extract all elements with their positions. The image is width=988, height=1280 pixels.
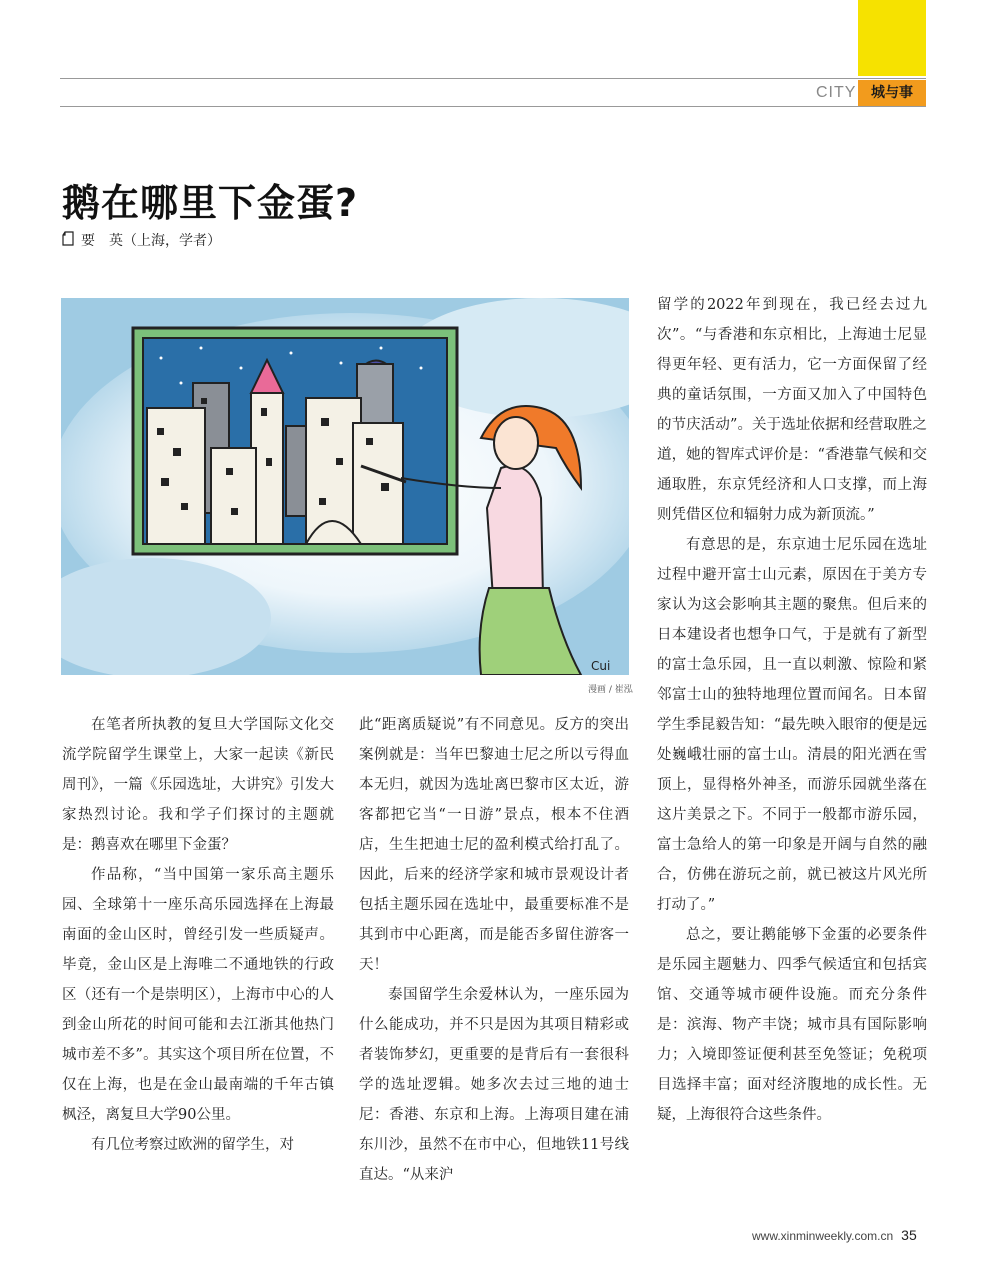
section-label-en: CITY <box>816 84 857 101</box>
header-rule-bottom <box>60 106 926 107</box>
site-url: www.xinminweekly.com.cn <box>752 1229 894 1243</box>
byline <box>62 230 221 250</box>
section-label-cn: 城与事 <box>858 80 926 106</box>
paragraph: 作品称，“当中国第一家乐高主题乐园、全球第十一座乐高乐园选择在上海最南面的金山区时，曾经引发一些质疑声。毕竟，金山区是上海唯二不通地铁的行政区（还有一个是崇明区），上海市中心的人到金山所花的时间可能和去江浙其他热门城市差不多”。其实这个项目所在位置，不仅在上海，也是在金山最南端的千年古镇枫泾，离复旦大学90公里。 <box>62 867 334 1123</box>
page-number: 35 <box>901 1227 917 1243</box>
paragraph: 总之，要让鹅能够下金蛋的必要条件是乐园主题魅力、四季气候适宜和包括宾馆、交通等城市硬件设施。而充分条件是：滨海、物产丰饶；城市具有国际影响力；入境即签证便利甚至免签证；免税项目选择丰富；面对经济腹地的成长性。无疑，上海很符合这些条件。 <box>657 927 927 1123</box>
pen-icon <box>62 231 75 250</box>
paragraph: 在笔者所执教的复旦大学国际文化交流学院留学生课堂上，大家一起读《新民周刊》，一篇《乐园选址，大讲究》引发大家热烈讨论。我和学子们探讨的主题就是：鹅喜欢在哪里下金蛋？ <box>62 717 334 853</box>
article-column-3 <box>657 290 927 1130</box>
article-column-2 <box>359 710 629 1190</box>
illustration-signature: Cui <box>591 659 611 673</box>
author-name: 要 英（上海，学者） <box>81 233 221 249</box>
page-footer <box>752 1227 917 1243</box>
illustration <box>61 298 629 675</box>
paragraph: 此“距离质疑说”有不同意见。反方的突出案例就是：当年巴黎迪士尼之所以亏得血本无归，就因为选址离巴黎市区太近，游客都把它当“一日游”景点，根本不住酒店，生生把迪士尼的盈利模式给打乱了。因此，后来的经济学家和城市景观设计者包括主题乐园在选址中，最重要标准不是其到市中心距离，而是能否多留住游客一天！ <box>359 717 629 973</box>
article-column-1 <box>62 710 334 1160</box>
illustration-credit: 漫画 / 崔泓 <box>588 685 633 695</box>
corner-color-tab <box>858 0 926 76</box>
header-rule-top <box>60 78 926 79</box>
article-title: 鹅在哪里下金蛋? <box>62 181 359 225</box>
paragraph: 泰国留学生余爱林认为，一座乐园为什么能成功，并不只是因为其项目精彩或者装饰梦幻，更重要的是背后有一套很科学的选址逻辑。她多次去过三地的迪士尼：香港、东京和上海。上海项目建在浦东川沙，虽然不在市中心，但地铁11号线直达。“从来沪 <box>359 987 629 1183</box>
paragraph: 有意思的是，东京迪士尼乐园在选址过程中避开富士山元素，原因在于美方专家认为这会影响其主题的聚焦。但后来的日本建设者也想争口气，于是就有了新型的富士急乐园，且一直以刺激、惊险和紧邻富士山的独特地理位置而闻名。日本留学生季昆毅告知：“最先映入眼帘的便是远处巍峨壮丽的富士山。清晨的阳光洒在雪顶上，显得格外神圣，而游乐园就坐落在这片美景之下。不同于一般都市游乐园，富士急给人的第一印象是开阔与自然的融合，仿佛在游玩之前，就已被这片风光所打动了。” <box>657 537 927 913</box>
paragraph: 有几位考察过欧洲的留学生，对 <box>91 1137 294 1153</box>
paragraph: 留学的2022年到现在，我已经去过九次”。“与香港和东京相比，上海迪士尼显得更年轻、更有活力，它一方面保留了经典的童话氛围，一方面又加入了中国特色的节庆活动”。关于选址依据和经营取胜之道，她的智库式评价是：“香港靠气候和交通取胜，东京凭经济和人口支撑，而上海则凭借区位和辐射力成为新顶流。” <box>657 297 927 523</box>
